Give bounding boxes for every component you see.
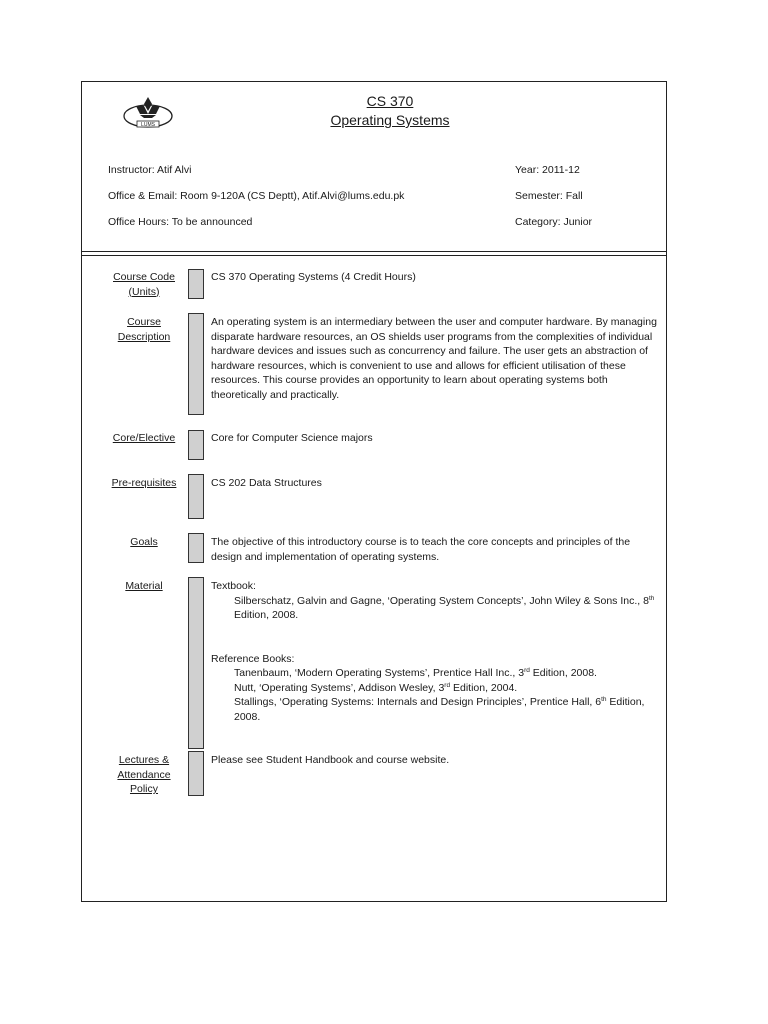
lums-logo: [122, 94, 174, 130]
section-bar: [188, 269, 204, 299]
label-material: Material: [125, 580, 163, 592]
year: Year: 2011-12: [515, 164, 580, 176]
label-course-description: Course Description: [117, 316, 171, 343]
prerequisites-text: CS 202 Data Structures: [211, 477, 322, 489]
course-code-title: CS 370: [366, 93, 414, 109]
goals-text: The objective of this introductory course is to teach the core concepts and principles of the design and implementation of operating systems.: [211, 536, 631, 563]
reference-heading: Reference Books:: [211, 652, 295, 665]
section-bar: [188, 313, 204, 415]
reference-entry: Tanenbaum, ‘Modern Operating Systems’, Prentice Hall Inc., 3rd Edition, 2008.: [234, 667, 597, 679]
material-text: [211, 579, 661, 724]
label-goals: Goals: [130, 536, 158, 548]
section-bar: [188, 474, 204, 519]
semester: Semester: Fall: [515, 190, 583, 202]
label-lectures-attendance: Lectures & Attendance Policy: [117, 754, 171, 795]
header-divider: [82, 251, 667, 252]
course-name-title: Operating Systems: [330, 112, 450, 128]
svg-text:LUMS: LUMS: [141, 122, 155, 128]
lectures-text: Please see Student Handbook and course website.: [211, 754, 450, 766]
label-prerequisites: Pre-requisites: [111, 477, 177, 489]
category: Category: Junior: [515, 216, 593, 228]
course-code-text: CS 370 Operating Systems (4 Credit Hours): [211, 271, 416, 283]
label-course-code: Course Code (Units): [104, 270, 184, 299]
course-title: [300, 92, 480, 130]
textbook-heading: Textbook:: [211, 580, 256, 592]
label-core-elective: Core/Elective: [112, 432, 176, 444]
reference-entry: Nutt, ‘Operating Systems’, Addison Wesley, 3rd Edition, 2004.: [234, 681, 518, 694]
textbook-entry: Silberschatz, Galvin and Gagne, ‘Operating System Concepts’, John Wiley & Sons Inc., 8th Edition, 2008.: [234, 594, 655, 621]
reference-entry: Stallings, ‘Operating Systems: Internals and Design Principles’, Prentice Hall, 6th Edition, 2008.: [234, 696, 645, 723]
header-divider-double: [82, 255, 667, 256]
section-bar: [188, 430, 204, 460]
office-hours: Office Hours: To be announced: [108, 216, 253, 228]
instructor: Instructor: Atif Alvi: [108, 164, 192, 176]
section-bar: [188, 533, 204, 563]
course-description-text: An operating system is an intermediary between the user and computer hardware. By managing disparate hardware resources, an OS shields user programs from the complexities of individual hardware devices and issues such as concurrency and failure. The user gets an abstraction of hardware resources, which is convenient to use and allows for efficient utilisation of these resources. This course provides an opportunity to learn about operating systems both theoretically and practically.: [211, 316, 657, 401]
label-units: (Units): [128, 285, 160, 298]
section-bar: [188, 751, 204, 796]
section-bar: [188, 577, 204, 749]
office-email: Office & Email: Room 9-120A (CS Deptt), Atif.Alvi@lums.edu.pk: [108, 190, 405, 202]
core-elective-text: Core for Computer Science majors: [211, 432, 373, 444]
